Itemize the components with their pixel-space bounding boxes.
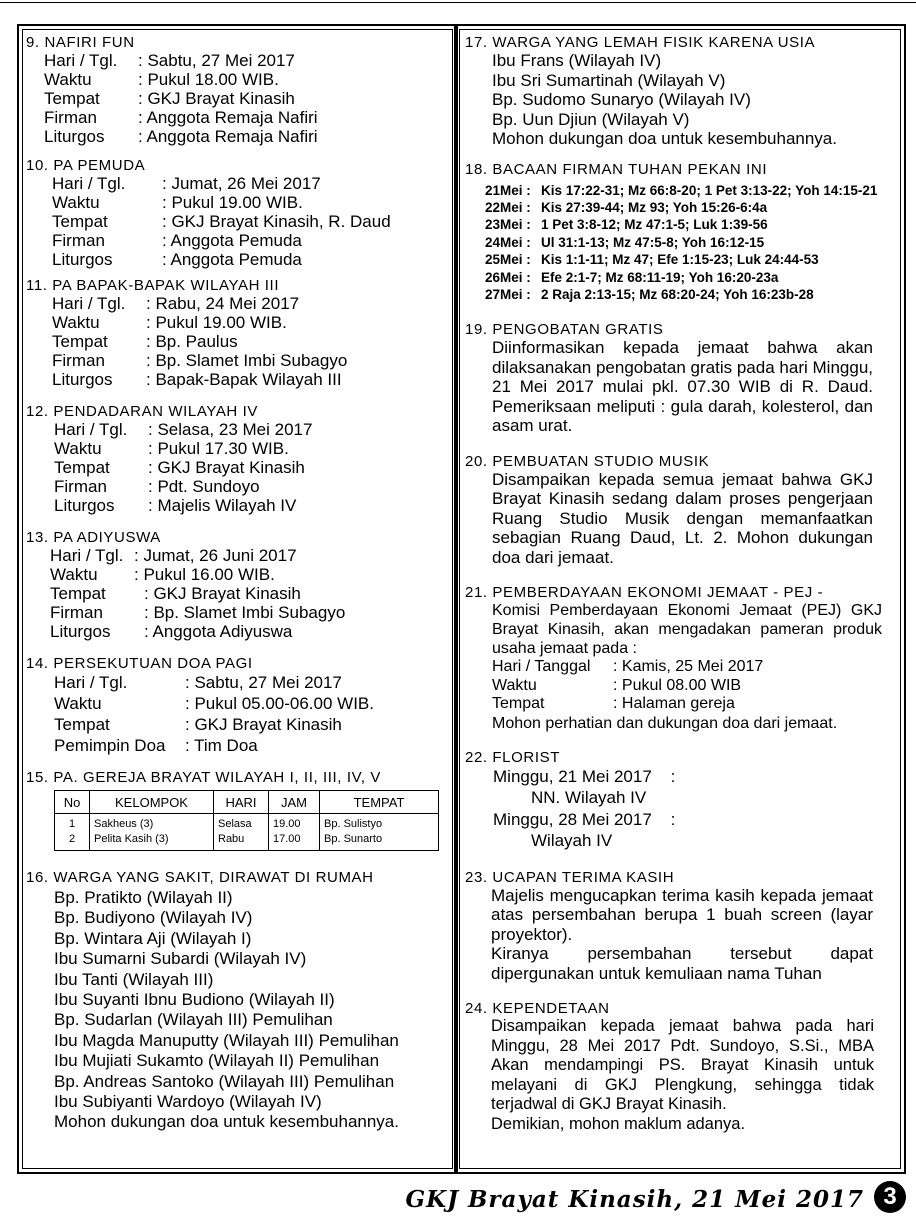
column-header: HARI — [214, 791, 269, 814]
field-value: : Pukul 05.00-06.00 WIB. — [185, 694, 374, 713]
section-kependetaan — [465, 983, 895, 1134]
field-value: : Pukul 19.00 WIB. — [162, 193, 303, 212]
field-value: : Majelis Wilayah IV — [148, 496, 297, 515]
section-heading: 10. PA PEMUDA — [26, 157, 146, 174]
column-header: KELOMPOK — [90, 791, 214, 814]
field-value: : GKJ Brayat Kinasih — [148, 458, 305, 477]
list-item: Ibu Subiyanti Wardoyo (Wilayah IV) — [54, 1092, 322, 1112]
field-label: Waktu — [52, 193, 100, 212]
list-item: Mohon dukungan doa untuk kesembuhannya. — [54, 1112, 399, 1132]
field-label: Firman — [52, 351, 105, 370]
list-item: Bp. Sudomo Sunaryo (Wilayah IV) — [492, 90, 751, 109]
reading-date: 27Mei : — [485, 286, 531, 302]
section-pa-pemuda — [26, 146, 451, 269]
section-heading: 22. FLORIST — [465, 748, 560, 766]
list-item: Ibu Mujiati Sukamto (Wilayah II) Pemulihan — [54, 1051, 380, 1071]
field-label: Firman — [44, 108, 97, 127]
reading-date: 26Mei : — [485, 269, 531, 285]
list-item: Ibu Frans (Wilayah IV) — [492, 51, 662, 70]
field-label: Tempat — [54, 458, 110, 477]
field-value: : Pukul 17.30 WIB. — [148, 439, 289, 458]
reading-text: Efe 2:1-7; Mz 68:11-19; Yoh 16:20-23a — [541, 269, 779, 285]
reading-date: 23Mei : — [485, 217, 531, 233]
field-value: : Bapak-Bapak Wilayah III — [146, 370, 342, 389]
field-value: : Anggota Adiyuswa — [144, 622, 293, 641]
field-label: Pemimpin Doa — [54, 736, 166, 755]
page-number-badge: 3 — [874, 1181, 906, 1213]
reading-text: Ul 31:1-13; Mz 47:5-8; Yoh 16:12-15 — [541, 234, 765, 250]
field-value: : Bp. Slamet Imbi Subagyo — [146, 351, 348, 370]
field-label: Liturgos — [54, 496, 115, 515]
section-heading: 11. PA BAPAK-BAPAK WILAYAH III — [26, 277, 280, 294]
list-item: Bp. Uun Djiun (Wilayah V) — [492, 109, 690, 129]
table-cell: 19.00 — [269, 814, 320, 833]
kelompok-table — [54, 790, 439, 851]
field-label: Waktu — [54, 439, 102, 458]
field-label: Hari / Tgl. — [52, 294, 126, 313]
table-cell: Bp. Sulistyo — [320, 814, 439, 833]
field-value: : Rabu, 24 Mei 2017 — [146, 294, 300, 313]
field-value: : Anggota Pemuda — [162, 250, 302, 269]
reading-date: 24Mei : — [485, 234, 531, 250]
section-heading: 18. BACAAN FIRMAN TUHAN PEKAN INI — [465, 160, 768, 178]
reading-date: 22Mei : — [485, 199, 531, 215]
list-item: Ibu Sumarni Subardi (Wilayah IV) — [54, 949, 307, 969]
field-value: : Pukul 18.00 WIB. — [138, 70, 279, 89]
reading-row — [485, 216, 885, 233]
field-value: : Sabtu, 27 Mei 2017 — [185, 673, 342, 692]
paragraph: Disampaikan kepada semua jemaat bahwa GKJ Brayat Kinasih sedang dalam proses pengerjaan Ruang Studio Musik dengan memanfaatkan sebagian Ruang Daud, Lt. 2. Mohon dukungan doa dari jemaat. — [492, 469, 873, 567]
field-value: : Anggota Remaja Nafiri — [138, 127, 318, 146]
field-label: Tempat — [52, 212, 108, 231]
closing-note: Demikian, mohon maklum adanya. — [491, 1114, 746, 1133]
field-value: : Pukul 19.00 WIB. — [146, 313, 287, 332]
field-label: Hari / Tanggal — [492, 658, 591, 676]
field-value: : GKJ Brayat Kinasih — [144, 584, 301, 603]
paragraph: Komisi Pemberdayaan Ekonomi Jemaat (PEJ) GKJ Brayat Kinasih, akan mengadakan pameran produk usaha jemaat pada : — [492, 602, 882, 658]
left-column — [26, 24, 451, 1133]
florist-date: Minggu, 28 Mei 2017 : — [493, 809, 676, 829]
reading-row — [485, 182, 885, 199]
field-value: : Sabtu, 27 Mei 2017 — [138, 51, 295, 70]
table-cell: Sakheus (3) — [90, 814, 214, 833]
field-label: Tempat — [44, 89, 100, 108]
field-value: : Selasa, 23 Mei 2017 — [148, 420, 313, 439]
table-cell: Bp. Sunarto — [320, 832, 439, 851]
table-cell: Pelita Kasih (3) — [90, 832, 214, 851]
section-heading: 20. PEMBUATAN STUDIO MUSIK — [465, 452, 710, 470]
field-value: : Bp. Slamet Imbi Subagyo — [144, 603, 346, 622]
reading-text: Kis 27:39-44; Mz 93; Yoh 15:26-6:4a — [541, 199, 768, 215]
reading-text: 1 Pet 3:8-12; Mz 47:1-5; Luk 1:39-56 — [541, 217, 768, 233]
section-nafiri-fun — [26, 24, 451, 146]
field-label: Waktu — [44, 70, 92, 89]
field-value: : Pukul 16.00 WIB. — [134, 565, 275, 584]
right-column — [465, 24, 895, 1134]
field-value: : Anggota Pemuda — [162, 231, 302, 250]
section-florist — [465, 733, 895, 852]
field-label: Hari / Tgl. — [44, 51, 118, 70]
field-value: : Pukul 08.00 WIB — [613, 676, 742, 694]
florist-date: Minggu, 21 Mei 2017 : — [493, 766, 676, 786]
field-label: Hari / Tgl. — [54, 673, 128, 692]
field-label: Firman — [52, 231, 105, 250]
field-label: Waktu — [54, 694, 102, 713]
column-header: TEMPAT — [320, 791, 439, 814]
section-studio-musik — [465, 436, 895, 568]
reading-text: Kis 17:22-31; Mz 66:8-20; 1 Pet 3:13-22; Yoh 14:15-21 — [541, 182, 878, 198]
list-item: Bp. Pratikto (Wilayah II) — [54, 888, 233, 907]
field-value: : GKJ Brayat Kinasih — [138, 89, 295, 108]
section-heading: 19. PENGOBATAN GRATIS — [465, 321, 664, 339]
paragraph: Disampaikan kepada jemaat bahwa pada hari Minggu, 28 Mei 2017 Pdt. Sundoyo, S.Si., MBA Akan mendampingi PS. Brayat Kinasih untuk melayani di GKJ Plengkung, sehingga tidak terjadwal di GKJ Brayat Kinasih. — [491, 1017, 874, 1114]
section-pa-gereja-brayat — [26, 756, 451, 851]
reading-row — [485, 199, 885, 216]
field-label: Waktu — [492, 676, 537, 694]
section-heading: 16. WARGA YANG SAKIT, DIRAWAT DI RUMAH — [26, 869, 374, 886]
field-label: Waktu — [50, 565, 98, 584]
florist-assignee: NN. Wilayah IV — [531, 788, 647, 808]
field-label: Waktu — [52, 313, 100, 332]
closing-note: Mohon perhatian dan dukungan doa dari jemaat. — [492, 714, 838, 732]
paragraph: Kiranya persembahan tersebut dapat dipergunakan untuk kemuliaan nama Tuhan — [491, 944, 873, 983]
section-ucapan-terima-kasih — [465, 852, 895, 984]
field-label: Tempat — [492, 695, 545, 713]
field-label: Hari / Tgl. — [50, 546, 124, 565]
top-rule — [0, 2, 916, 3]
section-bacaan-firman — [465, 149, 895, 304]
field-label: Firman — [50, 603, 103, 622]
section-warga-sakit — [26, 851, 451, 1133]
table-cell: 2 — [55, 832, 90, 851]
section-heading: 14. PERSEKUTUAN DOA PAGI — [26, 655, 253, 672]
field-label: Tempat — [52, 332, 108, 351]
reading-text: Kis 1:1-11; Mz 47; Efe 1:15-23; Luk 24:44-53 — [541, 252, 819, 268]
list-item: Bp. Wintara Aji (Wilayah I) — [54, 928, 252, 948]
list-item: Ibu Magda Manuputty (Wilayah III) Pemulihan — [54, 1030, 399, 1050]
list-item: Bp. Sudarlan (Wilayah III) Pemulihan — [54, 1010, 333, 1030]
field-label: Liturgos — [52, 370, 113, 389]
reading-date: 21Mei : — [485, 182, 531, 198]
section-heading: 13. PA ADIYUSWA — [26, 529, 161, 546]
field-label: Firman — [54, 477, 107, 496]
reading-text: 2 Raja 2:13-15; Mz 68:20-24; Yoh 16:23b-28 — [541, 286, 814, 302]
list-item: Ibu Sri Sumartinah (Wilayah V) — [492, 70, 726, 90]
section-heading: 15. PA. GEREJA BRAYAT WILAYAH I, II, III, IV, V — [26, 769, 381, 786]
field-value: : Jumat, 26 Mei 2017 — [162, 174, 321, 193]
field-label: Liturgos — [50, 622, 111, 641]
table-cell: 17.00 — [269, 832, 320, 851]
paragraph: Majelis mengucapkan terima kasih kepada jemaat atas persembahan berupa 1 buah screen (layar proyektor). — [491, 885, 873, 944]
field-label: Tempat — [54, 715, 110, 734]
table-header-row — [55, 791, 439, 814]
section-heading: 17. WARGA YANG LEMAH FISIK KARENA USIA — [465, 34, 816, 51]
table-cell: Rabu — [214, 832, 269, 851]
section-heading: 12. PENDADARAN WILAYAH IV — [26, 403, 259, 420]
reading-row — [485, 234, 885, 251]
field-label: Hari / Tgl. — [54, 420, 128, 439]
field-label: Liturgos — [52, 250, 113, 269]
field-label: Hari / Tgl. — [52, 174, 126, 193]
field-value: : Anggota Remaja Nafiri — [138, 108, 318, 127]
column-header: No — [55, 791, 90, 814]
section-pendadaran — [26, 389, 451, 515]
field-label: Tempat — [50, 584, 106, 603]
field-value: : Kamis, 25 Mei 2017 — [613, 658, 764, 676]
column-header: JAM — [269, 791, 320, 814]
section-warga-lemah-fisik — [465, 24, 895, 149]
field-value: : Tim Doa — [185, 736, 258, 755]
section-heading: 9. NAFIRI FUN — [26, 34, 135, 51]
reading-date: 25Mei : — [485, 252, 531, 268]
list-item: Bp. Andreas Santoko (Wilayah III) Pemulihan — [54, 1071, 395, 1091]
table-cell: 1 — [55, 814, 90, 833]
field-value: : GKJ Brayat Kinasih, R. Daud — [162, 212, 391, 231]
list-item: Bp. Budiyono (Wilayah IV) — [54, 908, 253, 928]
paragraph: Diinformasikan kepada jemaat bahwa akan dilaksanakan pengobatan gratis pada hari Minggu, 21 Mei 2017 mulai pkl. 07.30 WIB di R. Daud. Pemeriksaan meliputi : gula darah, kolesterol, dan asam urat. — [492, 338, 873, 436]
list-item: Ibu Tanti (Wilayah III) — [54, 969, 214, 989]
reading-row — [485, 251, 885, 268]
florist-assignee: Wilayah IV — [531, 831, 613, 851]
field-value: : Bp. Paulus — [146, 332, 238, 351]
section-heading: 23. UCAPAN TERIMA KASIH — [465, 868, 675, 886]
reading-row — [485, 269, 885, 286]
field-value: : Jumat, 26 Juni 2017 — [134, 546, 297, 565]
section-pengobatan-gratis — [465, 303, 895, 436]
section-heading: 21. PEMBERDAYAAN EKONOMI JEMAAT - PEJ - — [465, 584, 824, 602]
table-row — [55, 814, 439, 833]
table-row — [55, 832, 439, 851]
section-heading: 24. KEPENDETAAN — [465, 1000, 610, 1018]
section-pa-bapak-bapak — [26, 269, 451, 389]
table-cell: Selasa — [214, 814, 269, 833]
footer-publication-line: GKJ Brayat Kinasih, 21 Mei 2017 — [405, 1186, 864, 1213]
section-pa-adiyuswa — [26, 515, 451, 641]
reading-row — [485, 286, 885, 303]
field-value: : Pdt. Sundoyo — [148, 477, 260, 496]
list-item: Mohon dukungan doa untuk kesembuhannya. — [492, 129, 837, 148]
section-pej — [465, 567, 895, 733]
field-label: Liturgos — [44, 127, 105, 146]
list-item: Ibu Suyanti Ibnu Budiono (Wilayah II) — [54, 990, 335, 1010]
section-doa-pagi — [26, 641, 451, 756]
field-value: : Halaman gereja — [613, 695, 735, 713]
field-value: : GKJ Brayat Kinasih — [185, 715, 342, 734]
